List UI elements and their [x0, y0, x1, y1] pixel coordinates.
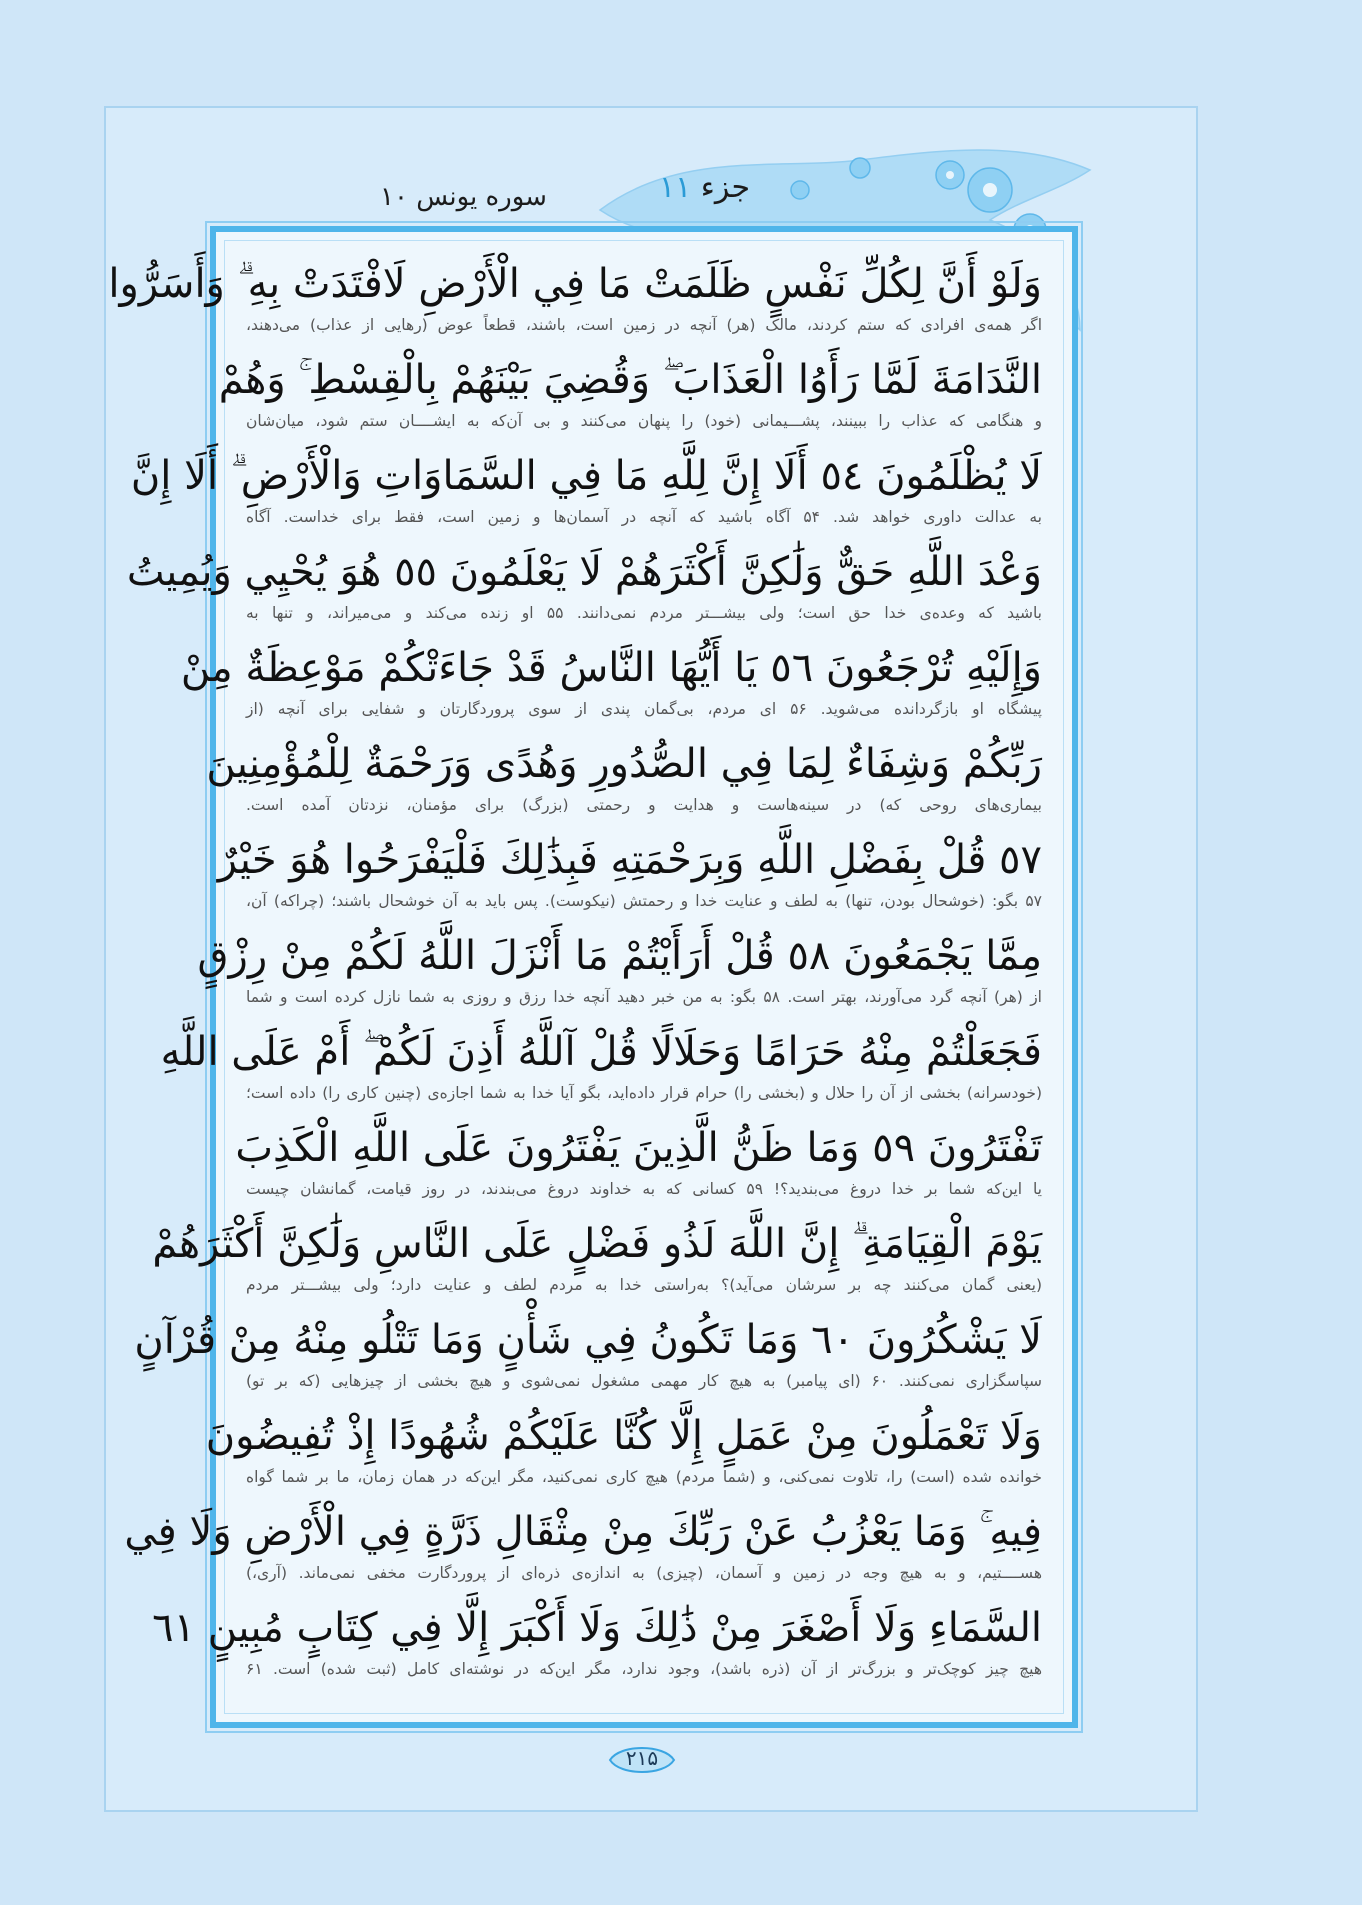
persian-translation: ۵۷ بگو: (خوشحال بودن، تنها) به لطف و عنایت خدا و رحمتش (نیکوست). پس باید به آن خوشحال باشند؛ (چراکه) آن،: [246, 892, 1042, 910]
page-number: ۲۱۵: [625, 1746, 659, 1770]
page-number-badge: [606, 1740, 678, 1780]
arabic-text: مِمَّا يَجْمَعُونَ ٥٨ قُلْ أَرَأَيْتُمْ مَا أَنْزَلَ اللَّهُ لَكُمْ مِنْ رِزْقٍ: [197, 933, 1042, 979]
arabic-text: فِيهِ ۚ وَمَا يَعْزُبُ عَنْ رَبِّكَ مِنْ مِثْقَالِ ذَرَّةٍ فِي الْأَرْضِ وَلَا فِي: [124, 1509, 1042, 1555]
persian-translation: از (هر) آنچه گرد می‌آورند، بهتر است. ۵۸ بگو: به من خبر دهید آنچه خدا رزق و روزی به شما نازل کرده است و شما: [246, 988, 1042, 1006]
verse-line-9: [160, 1022, 1042, 1104]
quran-page-box: [108, 226, 1078, 1728]
verse-line-7: [217, 830, 1042, 912]
surah-number: ۱۰: [380, 182, 408, 212]
persian-translation: و هنگامی که عذاب را ببینند، پشـــیمانی (خود) را پنهان می‌کنند و بی آن‌که به ایشــــان ستم شود، میان‌شان: [246, 412, 1042, 430]
verse-line-10: [235, 1118, 1042, 1200]
arabic-text: تَفْتَرُونَ ٥٩ وَمَا ظَنُّ الَّذِينَ يَفْتَرُونَ عَلَى اللَّهِ الْكَذِبَ: [235, 1125, 1042, 1171]
persian-translation: بیماری‌های روحی که) در سینه‌هاست و هدایت و رحمتی (بزرگ) برای مؤمنان، نزدتان آمده است.: [246, 796, 1042, 814]
persian-translation: به عدالت داوری خواهد شد. ۵۴ آگاه باشید که آنچه در آسمان‌ها و زمین است، فقط برای خداست. آگاه: [246, 508, 1042, 526]
arabic-text: رَبِّكُمْ وَشِفَاءٌ لِمَا فِي الصُّدُورِ وَهُدًى وَرَحْمَةٌ لِلْمُؤْمِنِينَ: [206, 741, 1042, 787]
persian-translation: اگر همه‌ی افرادی که ستم کردند، مالک (هر) آنچه در زمین است، باشند، قطعاً عوض (رهایی از عذاب) می‌دهند،: [246, 316, 1042, 334]
persian-translation: (یعنی گمان می‌کنند چه بر سرشان می‌آید)؟ به‌راستی خدا به مردم لطف و عنایت دارد؛ ولی بیشـــتر مردم: [246, 1276, 1042, 1294]
persian-translation: یا این‌که شما بر خدا دروغ می‌بندید؟! ۵۹ کسانی که به خداوند دروغ می‌بندند، در روز قیامت، گمانشان چیست: [246, 1180, 1042, 1198]
persian-translation: پیشگاه او بازگردانده می‌شوید. ۵۶ ای مردم، بی‌گمان پندی از سوی پروردگارتان و شفایی برای آنچه (از: [246, 700, 1042, 718]
arabic-text: وَإِلَيْهِ تُرْجَعُونَ ٥٦ يَا أَيُّهَا النَّاسُ قَدْ جَاءَتْكُمْ مَوْعِظَةٌ مِنْ: [180, 645, 1042, 691]
persian-translation: (خودسرانه) بخشی از آن را حلال و (بخشی را) حرام قرار داده‌اید، بگو آیا خدا به شما اجازه‌ی (چنین کاری را) داده است؛: [246, 1084, 1042, 1102]
verse-line-15: [152, 1598, 1042, 1680]
persian-translation: هســــتیم، و به هیچ وجه در زمین و آسمان، (چیزی) به اندازه‌ی ذره‌ای از پروردگارت مخفی نمی‌ماند. (آری،): [246, 1564, 1042, 1582]
surah-label: سوره یونس: [416, 182, 547, 212]
verse-line-11: [152, 1214, 1042, 1296]
verse-line-4: [126, 542, 1042, 624]
juz-indicator: [659, 170, 750, 205]
arabic-text: وَعْدَ اللَّهِ حَقٌّ وَلَٰكِنَّ أَكْثَرَهُمْ لَا يَعْلَمُونَ ٥٥ هُوَ يُحْيِي وَيُمِيتُ: [126, 549, 1042, 595]
surah-indicator: [380, 182, 547, 212]
verse-line-1: [108, 254, 1042, 336]
arabic-text: السَّمَاءِ وَلَا أَصْغَرَ مِنْ ذَٰلِكَ وَلَا أَكْبَرَ إِلَّا فِي كِتَابٍ مُبِينٍ ٦١: [152, 1605, 1042, 1651]
arabic-text: يَوْمَ الْقِيَامَةِ ۗ إِنَّ اللَّهَ لَذُو فَضْلٍ عَلَى النَّاسِ وَلَٰكِنَّ أَكْثَرَهُمْ: [152, 1221, 1042, 1267]
arabic-text: النَّدَامَةَ لَمَّا رَأَوُا الْعَذَابَ ۖ وَقُضِيَ بَيْنَهُمْ بِالْقِسْطِ ۚ وَهُمْ: [218, 357, 1042, 403]
verse-line-14: [124, 1502, 1042, 1584]
persian-translation: هیچ چیز کوچک‌تر و بزرگ‌تر از آن (ذره باشد)، وجود ندارد، مگر این‌که در نوشته‌ای کامل (ثبت شده) است. ۶۱: [246, 1660, 1042, 1678]
arabic-text: لَا يُظْلَمُونَ ٥٤ أَلَا إِنَّ لِلَّهِ مَا فِي السَّمَاوَاتِ وَالْأَرْضِ ۗ أَلَا إِنَّ: [130, 453, 1042, 499]
verse-line-13: [205, 1406, 1042, 1488]
page-header: [380, 170, 750, 220]
arabic-text: وَلَوْ أَنَّ لِكُلِّ نَفْسٍ ظَلَمَتْ مَا فِي الْأَرْضِ لَافْتَدَتْ بِهِ ۗ وَأَسَرُّوا: [108, 261, 1042, 307]
persian-translation: سپاسگزاری نمی‌کنند. ۶۰ (ای پیامبر) به هیچ کار مهمی مشغول نمی‌شوی و هیچ بخشی از چیزهایی (که بر تو): [246, 1372, 1042, 1390]
persian-translation: خوانده شده (است) را، تلاوت نمی‌کنی، و (شما مردم) هیچ کاری نمی‌کنید، مگر این‌که در همان زمان، ما بر شما گواه: [246, 1468, 1042, 1486]
verse-line-8: [197, 926, 1042, 1008]
arabic-text: وَلَا تَعْمَلُونَ مِنْ عَمَلٍ إِلَّا كُنَّا عَلَيْكُمْ شُهُودًا إِذْ تُفِيضُونَ: [205, 1413, 1042, 1459]
verse-line-6: [206, 734, 1042, 816]
juz-number: ۱۱: [659, 170, 692, 205]
verse-line-5: [180, 638, 1042, 720]
arabic-text: ٥٧ قُلْ بِفَضْلِ اللَّهِ وَبِرَحْمَتِهِ فَبِذَٰلِكَ فَلْيَفْرَحُوا هُوَ خَيْرٌ: [217, 837, 1042, 883]
verse-line-3: [130, 446, 1042, 528]
verse-line-12: [134, 1310, 1042, 1392]
verse-line-2: [218, 350, 1042, 432]
juz-label: جزء: [700, 170, 750, 205]
arabic-text: فَجَعَلْتُمْ مِنْهُ حَرَامًا وَحَلَالًا قُلْ آللَّهُ أَذِنَ لَكُمْ ۖ أَمْ عَلَى اللَّهِ: [160, 1029, 1042, 1075]
persian-translation: باشید که وعده‌ی خدا حق است؛ ولی بیشـــتر مردم نمی‌دانند. ۵۵ او زنده می‌کند و می‌میراند، و تنها به: [246, 604, 1042, 622]
arabic-text: لَا يَشْكُرُونَ ٦٠ وَمَا تَكُونُ فِي شَأْنٍ وَمَا تَتْلُو مِنْهُ مِنْ قُرْآنٍ: [134, 1317, 1042, 1363]
